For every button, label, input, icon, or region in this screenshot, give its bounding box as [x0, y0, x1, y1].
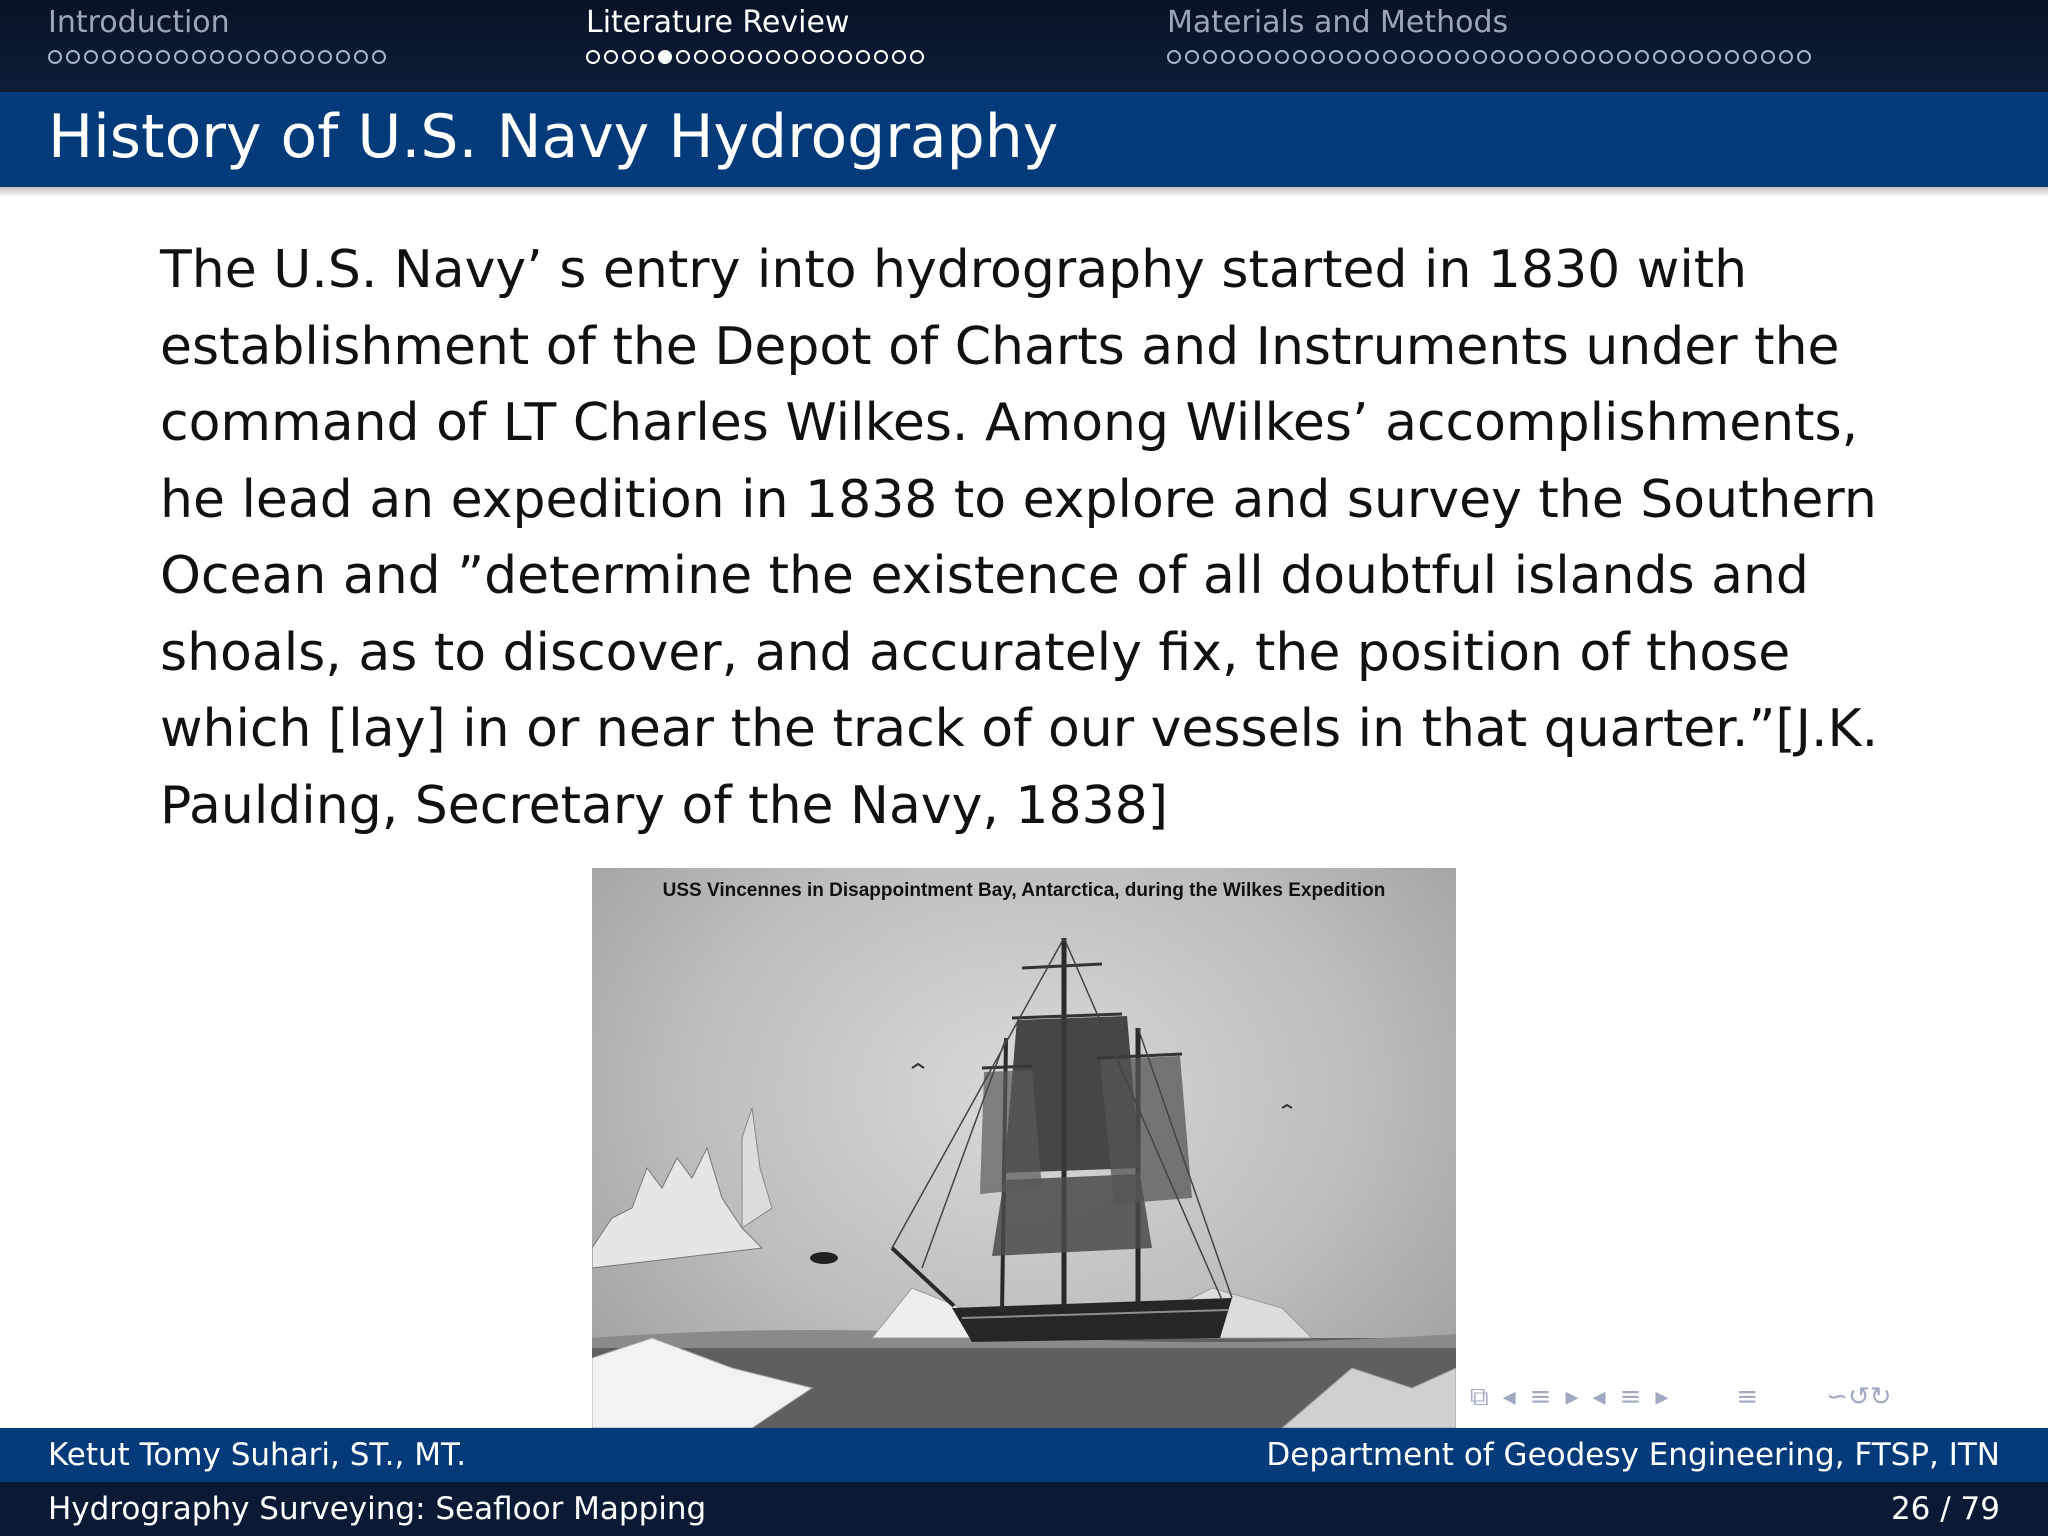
frame-dot[interactable] [1509, 50, 1523, 64]
frame-dot[interactable] [1437, 50, 1451, 64]
nav-section-label[interactable]: Introduction [48, 5, 230, 40]
ship-drawing [592, 868, 1456, 1428]
frame-dot[interactable] [586, 50, 600, 64]
ship-illustration [592, 868, 1456, 1428]
footer-title-bar [0, 1482, 2048, 1536]
frame-dot[interactable] [318, 50, 332, 64]
frame-dot[interactable] [1707, 50, 1721, 64]
frame-dot[interactable] [1599, 50, 1613, 64]
nav-dots [1167, 50, 1811, 64]
frame-dot[interactable] [622, 50, 636, 64]
section-icon[interactable]: ≡ [1619, 1382, 1642, 1412]
body-line: Ocean and ”determine the existence of all doubtful islands and [160, 546, 1809, 606]
frame-dot[interactable] [1473, 50, 1487, 64]
frame-dot[interactable] [1419, 50, 1433, 64]
frame-dot[interactable] [784, 50, 798, 64]
section-navigation [0, 0, 2048, 92]
body-line: Paulding, Secretary of the Navy, 1838] [160, 775, 1169, 836]
frame-dot[interactable] [210, 50, 224, 64]
frame-dot[interactable] [1653, 50, 1667, 64]
frame-dot[interactable] [192, 50, 206, 64]
frame-dot[interactable] [604, 50, 618, 64]
right-arrow-icon[interactable]: ▸ [1655, 1382, 1669, 1412]
frame-dot[interactable] [766, 50, 780, 64]
current-frame-dot[interactable] [658, 50, 672, 64]
frame-dot[interactable] [640, 50, 654, 64]
frame-dot[interactable] [372, 50, 386, 64]
frame-dot[interactable] [730, 50, 744, 64]
document-icon[interactable]: ≡ [1736, 1382, 1759, 1412]
nav-section-label[interactable]: Literature Review [586, 5, 850, 40]
frame-dot[interactable] [1365, 50, 1379, 64]
frame-dot[interactable] [892, 50, 906, 64]
beamer-navigation-symbols [1470, 1380, 2040, 1414]
frame-dot[interactable] [1545, 50, 1559, 64]
body-line: The U.S. Navy’ s entry into hydrography started in 1830 with [160, 240, 1748, 300]
frame-dot[interactable] [174, 50, 188, 64]
frame-dot[interactable] [138, 50, 152, 64]
frame-icon[interactable]: ⧉ [1470, 1381, 1489, 1412]
frame-dot[interactable] [802, 50, 816, 64]
nav-section-introduction[interactable] [48, 6, 386, 64]
frame-dot[interactable] [1455, 50, 1469, 64]
frame-dot[interactable] [1167, 50, 1181, 64]
frame-dot[interactable] [1671, 50, 1685, 64]
frame-dot[interactable] [1527, 50, 1541, 64]
frame-dot[interactable] [1743, 50, 1757, 64]
nav-section-literature-review[interactable] [586, 6, 924, 64]
frame-dot[interactable] [120, 50, 134, 64]
frame-dot[interactable] [48, 50, 62, 64]
left-arrow-icon[interactable]: ◂ [1592, 1382, 1606, 1412]
frame-dot[interactable] [1761, 50, 1775, 64]
body-line: establishment of the Depot of Charts and Instruments under the [160, 316, 1840, 377]
subsection-icon[interactable]: ≡ [1529, 1382, 1552, 1412]
figure-caption: USS Vincennes in Disappointment Bay, Antarctica, during the Wilkes Expedition [662, 880, 1386, 901]
frame-dot[interactable] [1257, 50, 1271, 64]
frame-dot[interactable] [246, 50, 260, 64]
search-back-forward-icon[interactable]: ∽↺↻ [1826, 1382, 1892, 1412]
frame-dot[interactable] [1563, 50, 1577, 64]
nav-dots [586, 50, 924, 64]
frame-dot[interactable] [228, 50, 242, 64]
frame-dot[interactable] [1617, 50, 1631, 64]
body-line: which [lay] in or near the track of our vessels in that quarter.”[J.K. [160, 699, 1879, 759]
frame-dot[interactable] [1797, 50, 1811, 64]
frame-dot[interactable] [282, 50, 296, 64]
frame-dot[interactable] [1293, 50, 1307, 64]
body-line: shoals, as to discover, and accurately fix, the position of those [160, 622, 1791, 683]
body-line: he lead an expedition in 1838 to explore and survey the Southern [160, 469, 1877, 530]
frame-dot[interactable] [66, 50, 80, 64]
frame-dot[interactable] [1491, 50, 1505, 64]
frame-dot[interactable] [1311, 50, 1325, 64]
footer-author: Ketut Tomy Suhari, ST., MT. [48, 1437, 467, 1473]
frame-dot[interactable] [84, 50, 98, 64]
frame-dot[interactable] [1221, 50, 1235, 64]
frame-dot[interactable] [1689, 50, 1703, 64]
nav-section-materials-and-methods[interactable] [1167, 6, 1811, 64]
frame-dot[interactable] [874, 50, 888, 64]
frame-dot[interactable] [300, 50, 314, 64]
body-line: command of LT Charles Wilkes. Among Wilkes’ accomplishments, [160, 393, 1859, 453]
frame-dot[interactable] [1725, 50, 1739, 64]
frame-dot[interactable] [1581, 50, 1595, 64]
right-arrow-icon[interactable]: ▸ [1565, 1382, 1579, 1412]
frame-dot[interactable] [712, 50, 726, 64]
frame-dot[interactable] [1401, 50, 1415, 64]
frame-dot[interactable] [748, 50, 762, 64]
frame-title: History of U.S. Navy Hydrography [48, 102, 1059, 172]
nav-section-label[interactable]: Materials and Methods [1167, 5, 1509, 40]
footer-author-bar [0, 1428, 2048, 1482]
frame-dot[interactable] [1635, 50, 1649, 64]
frame-dot[interactable] [676, 50, 690, 64]
frame-dot[interactable] [1779, 50, 1793, 64]
frame-dot[interactable] [838, 50, 852, 64]
footer-institute: Department of Geodesy Engineering, FTSP, ITN [1266, 1437, 2000, 1473]
frame-dot[interactable] [156, 50, 170, 64]
frame-title-bar [0, 92, 2048, 187]
footer-presentation-title: Hydrography Surveying: Seafloor Mapping [48, 1491, 707, 1527]
frame-dot[interactable] [336, 50, 350, 64]
frame-dot[interactable] [1203, 50, 1217, 64]
frame-dot[interactable] [264, 50, 278, 64]
frame-dot[interactable] [1239, 50, 1253, 64]
frame-dot[interactable] [1275, 50, 1289, 64]
body-paragraph [160, 232, 1920, 844]
frame-dot[interactable] [354, 50, 368, 64]
frame-dot[interactable] [1383, 50, 1397, 64]
frame-dot[interactable] [102, 50, 116, 64]
frame-dot[interactable] [694, 50, 708, 64]
frame-dot[interactable] [910, 50, 924, 64]
frame-dot[interactable] [1185, 50, 1199, 64]
left-arrow-icon[interactable]: ◂ [1502, 1382, 1516, 1412]
frame-dot[interactable] [1329, 50, 1343, 64]
frame-dot[interactable] [820, 50, 834, 64]
footer-page-number: 26 / 79 [1890, 1491, 2000, 1527]
frame-dot[interactable] [1347, 50, 1361, 64]
frame-dot[interactable] [856, 50, 870, 64]
nav-dots [48, 50, 386, 64]
